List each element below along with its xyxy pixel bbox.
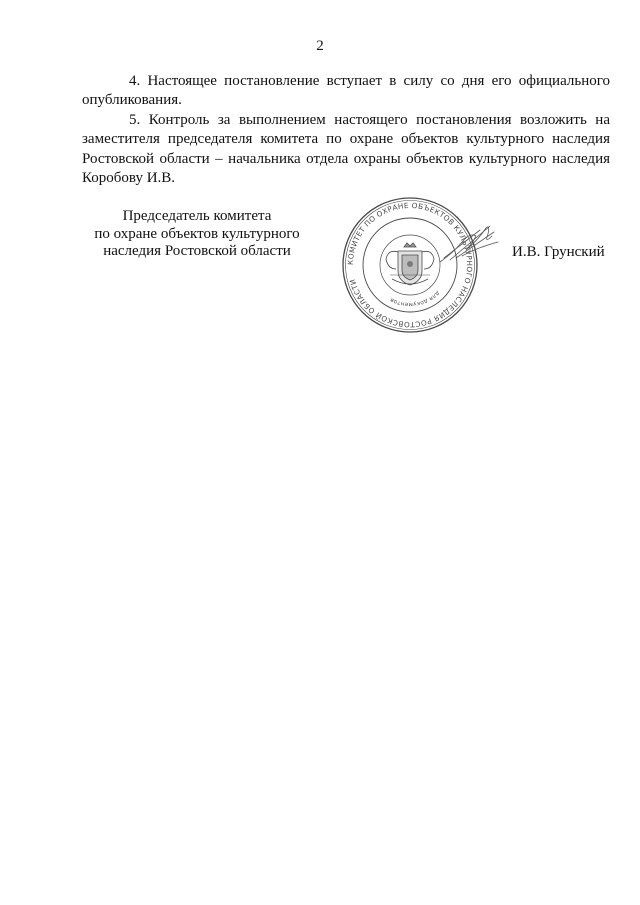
signer-title-line-1: Председатель комитета bbox=[122, 208, 272, 224]
document-body bbox=[82, 72, 610, 188]
signer-title bbox=[72, 208, 322, 261]
coat-of-arms-icon bbox=[386, 243, 434, 285]
paragraph-5: 5. Контроль за выполнением настоящего постановления возложить на заместителя председателя комитета по охране объектов культурного наследия Ростовской области – начальника отдела охраны объектов культурного наследия Коробову И.В. bbox=[82, 111, 610, 187]
seal-inner-text: для документов bbox=[389, 289, 441, 308]
signer-title-line-2: по охране объектов культурного bbox=[94, 225, 300, 242]
handwritten-signature bbox=[432, 214, 502, 274]
seal-outer-text: КОМИТЕТ ПО ОХРАНЕ ОБЪЕКТОВ КУЛЬТУРНОГО НАСЛЕДИЯ РОСТОВСКОЙ ОБЛАСТИ bbox=[345, 200, 475, 330]
paragraph-4: 4. Настоящее постановление вступает в силу со дня его официального опубликования. bbox=[82, 73, 610, 109]
signer-title-line-3: наследия Ростовской области bbox=[103, 243, 291, 259]
signer-name: И.В. Грунский bbox=[512, 244, 605, 260]
page-number: 2 bbox=[316, 38, 324, 54]
